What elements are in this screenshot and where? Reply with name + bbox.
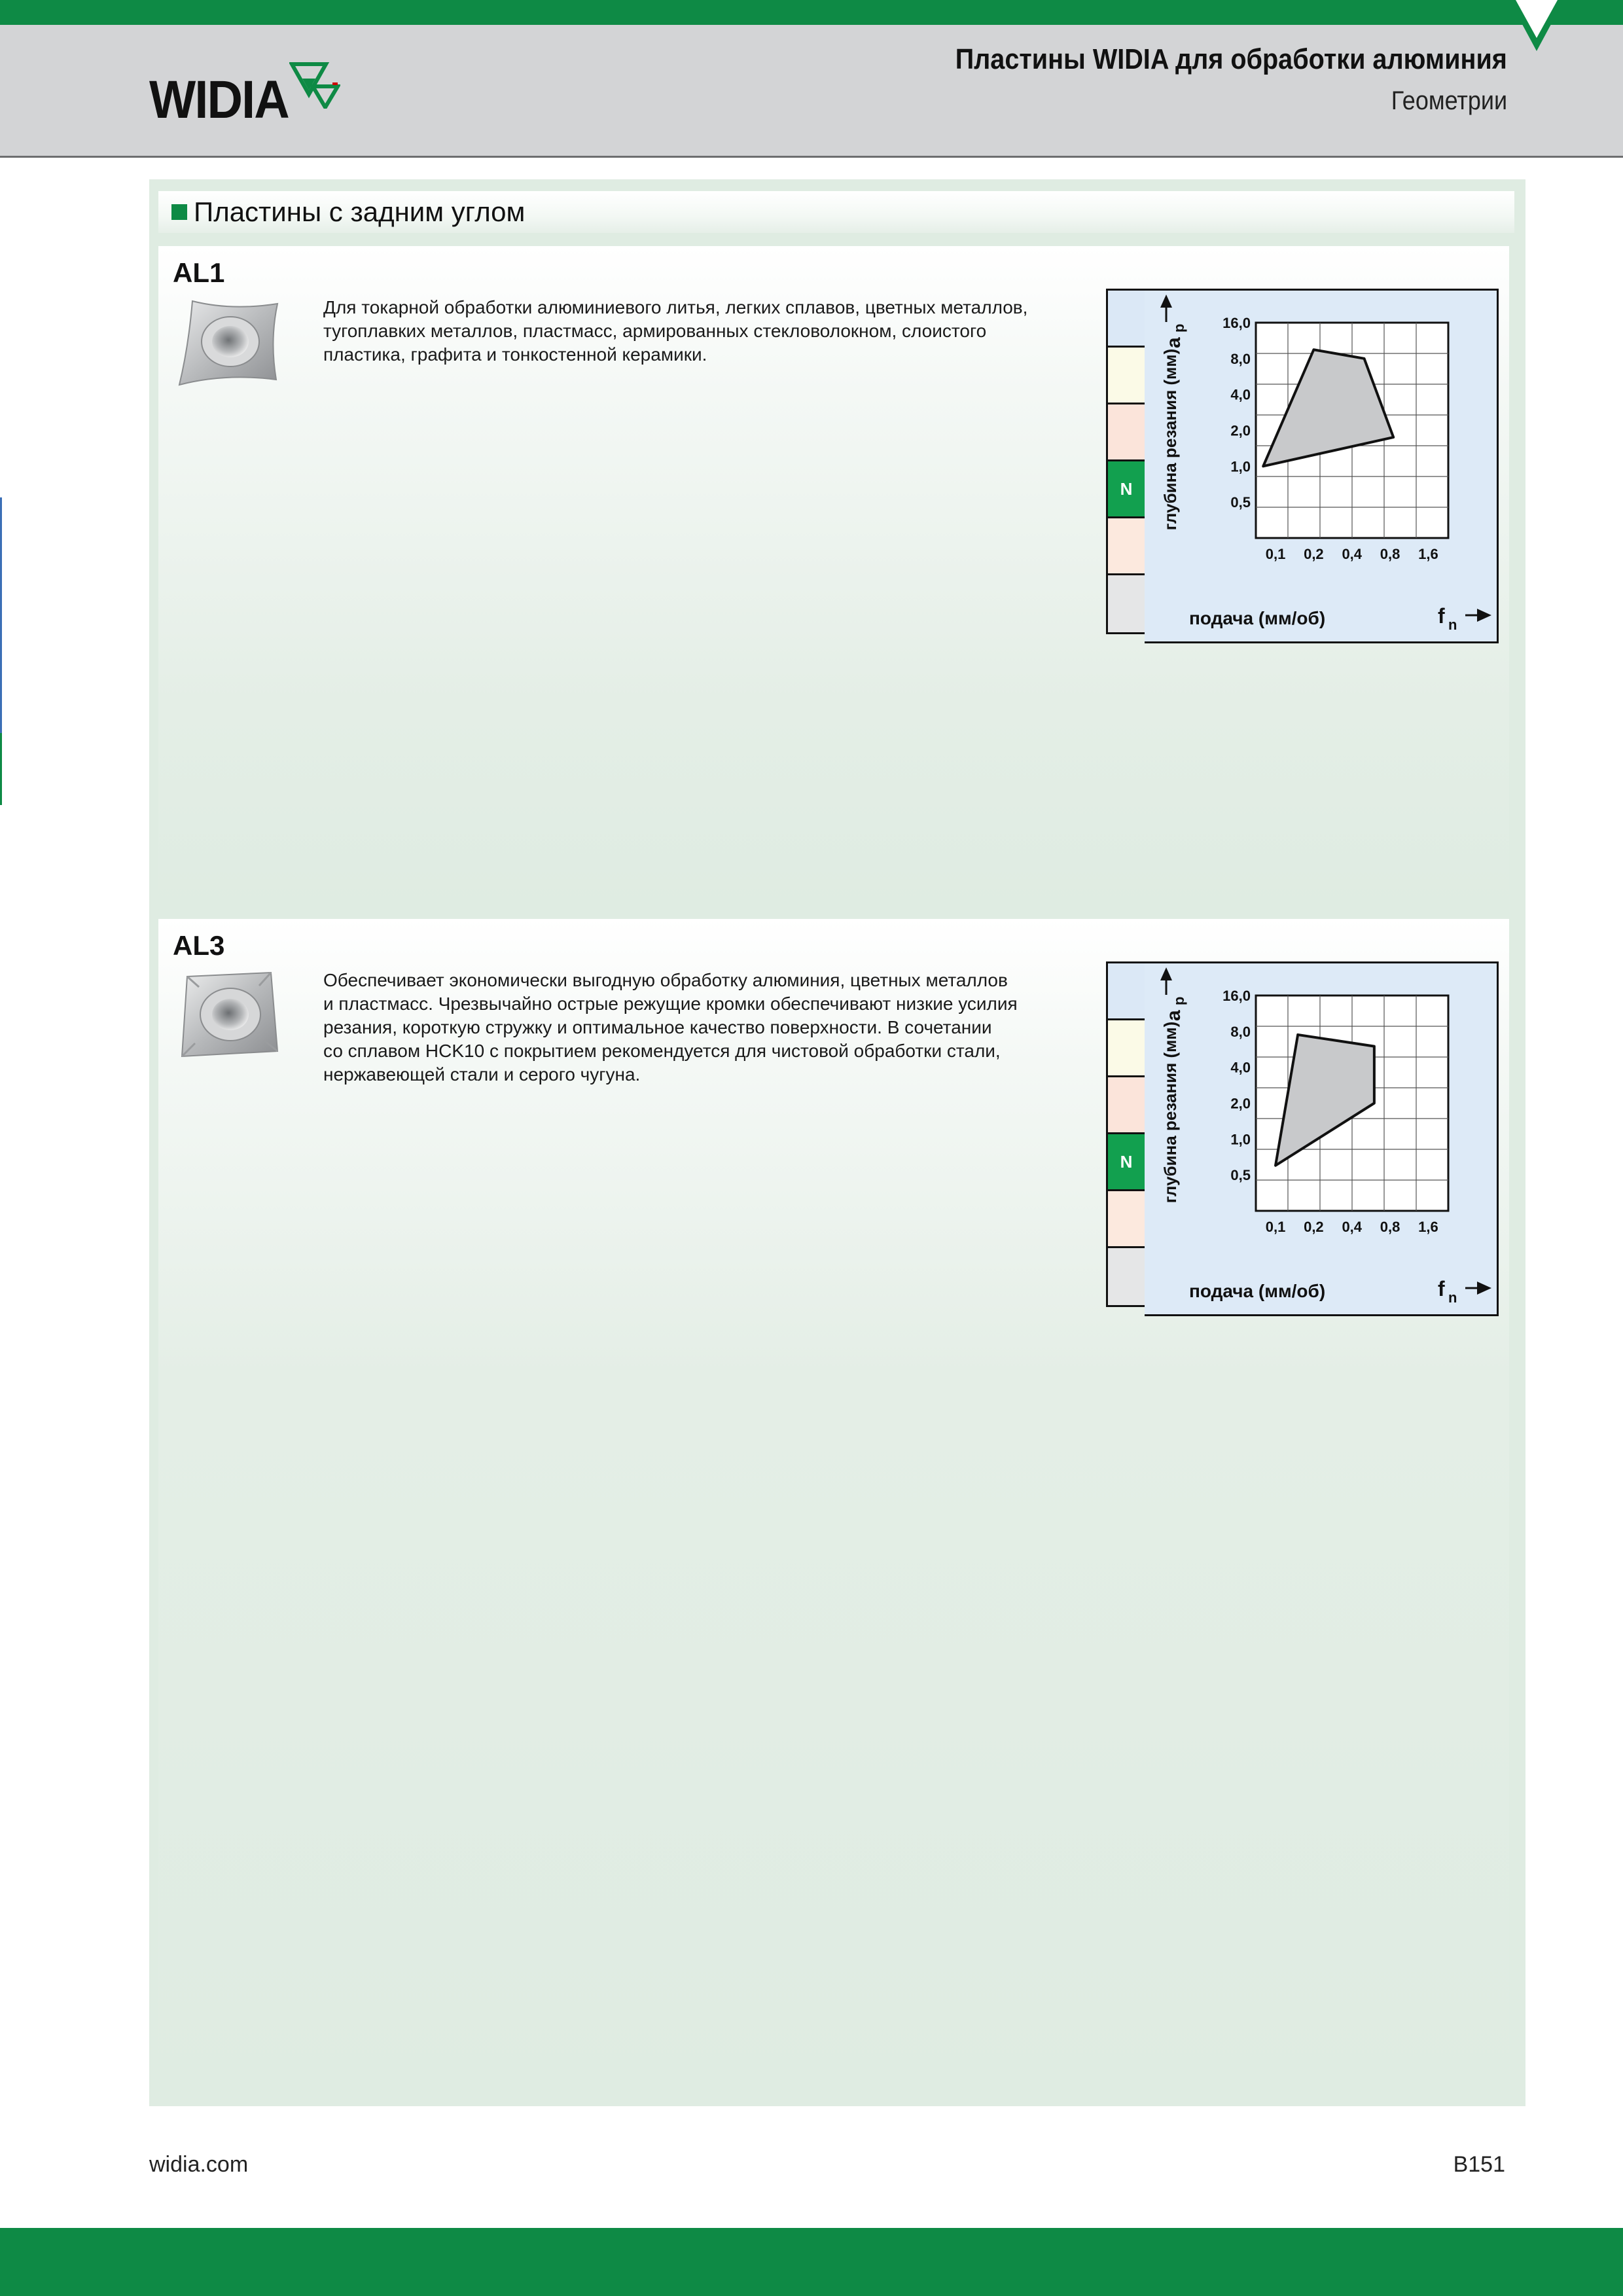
y-tick-label: 8,0 <box>1230 350 1251 367</box>
y-tick-label: 16,0 <box>1222 988 1251 1004</box>
description-line: Для токарной обработки алюминиевого литья, легких сплавов, цветных металлов, <box>323 297 1028 317</box>
insert-description <box>323 969 1056 1086</box>
x-tick-label: 0,2 <box>1304 546 1324 562</box>
insert-description <box>323 296 1056 367</box>
material-group-cell <box>1108 1191 1145 1248</box>
description-line: со сплавом HCK10 с покрытием рекомендуется для чистовой обработки стали, <box>323 1041 1001 1061</box>
insert-code: AL3 <box>173 930 225 961</box>
y-tick-label: 4,0 <box>1230 386 1251 403</box>
x-axis-label: подача (мм/об) <box>1189 1281 1326 1301</box>
y-axis-symbol: a <box>1163 337 1185 348</box>
y-axis-symbol-subscript: p <box>1171 323 1187 332</box>
x-tick-label: 0,1 <box>1265 546 1286 562</box>
side-index-mark <box>0 497 2 733</box>
material-group-cell: N <box>1108 461 1145 518</box>
document-subtitle: Геометрии <box>1391 86 1507 115</box>
description-line: нержавеющей стали и серого чугуна. <box>323 1064 641 1085</box>
widia-logo-text: WIDIA <box>149 70 289 130</box>
cutting-insert-image <box>173 967 284 1066</box>
x-tick-label: 0,2 <box>1304 1219 1324 1235</box>
x-axis-symbol: f <box>1438 1277 1445 1300</box>
footer-page-number: B151 <box>1453 2152 1505 2177</box>
section-title: Пластины с задним углом <box>194 196 526 227</box>
x-tick-label: 0,8 <box>1380 546 1400 562</box>
material-group-cell <box>1108 404 1145 461</box>
y-axis-label: глубина резания (мм) <box>1160 348 1180 531</box>
widia-logo-mark-icon <box>289 60 340 109</box>
description-line: тугоплавких металлов, пластмасс, армированных стекловолокном, слоистого <box>323 321 987 341</box>
x-axis-symbol-subscript: n <box>1448 617 1457 633</box>
cutting-range-chart-svg <box>1145 963 1497 1314</box>
section-bullet-icon <box>171 204 187 220</box>
material-group-cell <box>1108 518 1145 575</box>
cutting-range-chart <box>1145 961 1499 1316</box>
y-tick-label: 2,0 <box>1230 422 1251 439</box>
top-green-stripe <box>0 0 1623 25</box>
material-group-cell <box>1108 1020 1145 1077</box>
x-axis-symbol-subscript: n <box>1448 1289 1457 1306</box>
material-group-cell <box>1108 575 1145 632</box>
material-group-cell <box>1108 291 1145 348</box>
y-tick-label: 1,0 <box>1230 458 1251 475</box>
x-tick-label: 1,6 <box>1418 1219 1438 1235</box>
cutting-range-chart-svg <box>1145 291 1497 641</box>
bottom-green-stripe <box>0 2228 1623 2296</box>
y-tick-label: 4,0 <box>1230 1059 1251 1076</box>
x-axis-symbol: f <box>1438 604 1445 628</box>
x-tick-label: 0,1 <box>1265 1219 1286 1235</box>
y-tick-label: 8,0 <box>1230 1023 1251 1040</box>
x-tick-label: 0,4 <box>1342 546 1363 562</box>
corner-tab-inner <box>1516 0 1558 38</box>
x-tick-label: 1,6 <box>1418 546 1438 562</box>
y-axis-symbol-subscript: p <box>1171 996 1187 1005</box>
y-axis-label: глубина резания (мм) <box>1160 1021 1180 1204</box>
material-group-column <box>1106 961 1147 1307</box>
cutting-insert-image <box>173 295 284 393</box>
side-index-mark <box>0 733 2 805</box>
description-line: пластика, графита и тонкостенной керамики. <box>323 344 707 365</box>
x-axis-label: подача (мм/об) <box>1189 608 1326 628</box>
cutting-range-chart <box>1145 289 1499 643</box>
material-group-column <box>1106 289 1147 634</box>
material-group-cell <box>1108 1077 1145 1134</box>
description-line: резания, короткую стружку и оптимальное качество поверхности. В сочетании <box>323 1017 992 1037</box>
material-group-cell <box>1108 348 1145 404</box>
footer-website: widia.com <box>149 2152 249 2177</box>
y-tick-label: 2,0 <box>1230 1095 1251 1112</box>
y-axis-arrowhead-icon <box>1160 967 1172 980</box>
description-line: и пластмасс. Чрезвычайно острые режущие кромки обеспечивают низкие усилия <box>323 994 1018 1014</box>
material-group-cell: N <box>1108 1134 1145 1191</box>
material-group-cell <box>1108 1248 1145 1305</box>
x-tick-label: 0,8 <box>1380 1219 1400 1235</box>
document-title: Пластины WIDIA для обработки алюминия <box>955 43 1507 75</box>
y-tick-label: 0,5 <box>1230 494 1251 511</box>
description-line: Обеспечивает экономически выгодную обработку алюминия, цветных металлов <box>323 970 1008 990</box>
x-axis-arrowhead-icon <box>1477 1282 1491 1295</box>
y-axis-symbol: a <box>1163 1010 1185 1021</box>
insert-code: AL1 <box>173 257 225 288</box>
x-axis-arrowhead-icon <box>1477 609 1491 622</box>
y-tick-label: 1,0 <box>1230 1131 1251 1148</box>
y-axis-arrowhead-icon <box>1160 295 1172 308</box>
material-group-cell <box>1108 963 1145 1020</box>
y-tick-label: 16,0 <box>1222 315 1251 331</box>
y-tick-label: 0,5 <box>1230 1167 1251 1184</box>
x-tick-label: 0,4 <box>1342 1219 1363 1235</box>
